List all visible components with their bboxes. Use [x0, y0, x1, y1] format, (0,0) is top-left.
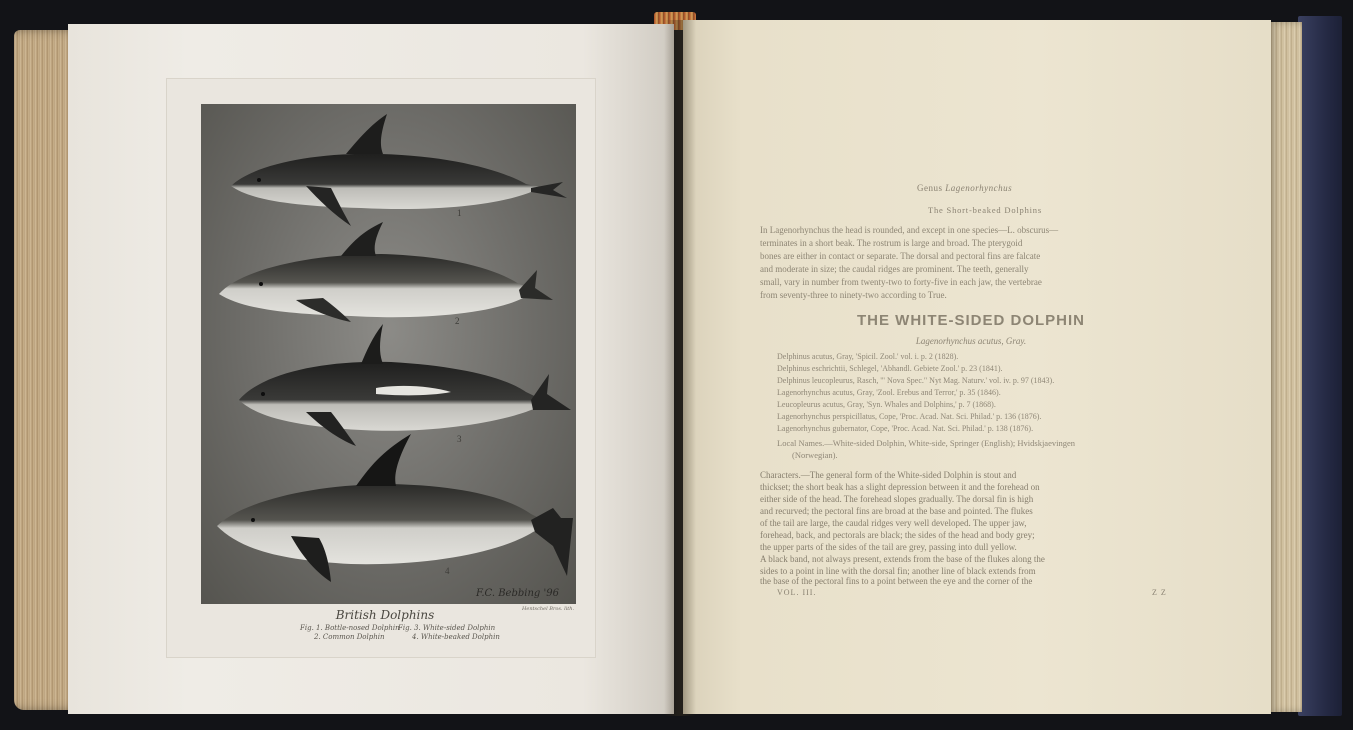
plate-number-1: 1: [457, 208, 462, 218]
characters-line: thickset; the short beak has a slight depression between it and the forehead on: [760, 482, 1040, 492]
plate-caption-right: [398, 624, 500, 642]
signature-mark: Z Z: [1152, 588, 1167, 597]
characters-line: and recurved; the pectoral fins are broad at the base and pointed. The flukes: [760, 506, 1033, 516]
characters-line: either side of the head. The forehead slopes gradually. The dorsal fin is high: [760, 494, 1034, 504]
species-name: Lagenorhynchus acutus, Gray.: [915, 336, 1027, 346]
characters-line: of the tail are large, the caudal ridges very well developed. The upper jaw,: [760, 518, 1027, 528]
intro-line: and moderate in size; the caudal ridges are prominent. The teeth, generally: [760, 264, 1029, 274]
local-names-line: Local Names.—White-sided Dolphin, White-side, Springer (English); Hvidskjaevingen: [777, 438, 1075, 448]
synonym-line: Delphinus eschrichtii, Schlegel, 'Abhandl. Gebiete Zool.' p. 23 (1841).: [777, 364, 1003, 373]
genus-prefix: Genus: [917, 183, 943, 193]
dolphin-illustration: [201, 104, 576, 604]
plate-number-3: 3: [457, 434, 462, 444]
caption-line: 2. Common Dolphin: [314, 633, 385, 641]
book-cover-edge: [1298, 16, 1342, 716]
intro-line: terminates in a short beak. The rostrum is large and broad. The pterygoid: [760, 238, 1023, 248]
caption-line: 4. White-beaked Dolphin: [412, 633, 500, 641]
artist-signature: F.C. Bebbing '96: [476, 588, 559, 599]
characters-line: A black band, not always present, extends from the base of the flukes along the: [760, 554, 1045, 564]
bottle-nosed-dolphin: [231, 114, 567, 226]
plate-number-4: 4: [445, 566, 450, 576]
synonym-line: Lagenorhynchus acutus, Gray, 'Zool. Erebus and Terror,' p. 35 (1846).: [777, 388, 1001, 397]
intro-line: bones are either in contact or separate. The dorsal and pectoral fins are falcate: [760, 251, 1041, 261]
synonym-line: Lagenorhynchus perspicillatus, Cope, 'Proc. Acad. Nat. Sci. Philad.' p. 136 (1876).: [777, 412, 1042, 421]
article-title: THE WHITE-SIDED DOLPHIN: [857, 312, 1085, 329]
characters-line: Characters.—The general form of the White-sided Dolphin is stout and: [760, 470, 1017, 480]
volume-label: VOL. III.: [777, 588, 817, 597]
characters-line: the upper parts of the sides of the tail are grey, passing into dull yellow.: [760, 542, 1017, 552]
common-dolphin: [219, 222, 553, 322]
dolphin-drawing: [201, 104, 576, 604]
local-names-line: (Norwegian).: [792, 450, 838, 460]
white-sided-dolphin: [239, 324, 571, 446]
synonym-line: Delphinus leucopleurus, Rasch, '" Nova Spec." Nyt Mag. Naturv.' vol. iv. p. 97 (1843).: [777, 376, 1055, 385]
book-gutter: [664, 20, 696, 716]
plate-number-2: 2: [455, 316, 460, 326]
caption-line: Fig. 3. White-sided Dolphin: [398, 624, 496, 632]
intro-line: small, vary in number from twenty-two to forty-five in each jaw, the vertebrae: [760, 277, 1042, 287]
intro-line: from seventy-three to ninety-two according to True.: [760, 290, 947, 300]
right-page-edges: [1268, 22, 1302, 712]
synonym-line: Lagenorhynchus gubernator, Cope, 'Proc. Acad. Nat. Sci. Philad.' p. 138 (1876).: [777, 424, 1034, 433]
characters-line: forehead, back, and pectorals are black; the sides of the head and body grey;: [760, 530, 1035, 540]
white-beaked-dolphin: [217, 434, 573, 582]
characters-line: the base of the pectoral fins to a point between the eye and the corner of the: [760, 576, 1033, 586]
synonym-line: Leucopleurus acutus, Gray, 'Syn. Whales and Dolphins,' p. 7 (1868).: [777, 400, 996, 409]
section-subtitle: The Short-beaked Dolphins: [928, 205, 1042, 215]
printer-credit: Hentschel Bros. lith.: [522, 606, 575, 612]
intro-line: In Lagenorhynchus the head is rounded, and except in one species—L. obscurus—: [760, 225, 1059, 235]
caption-line: Fig. 1. Bottle-nosed Dolphin: [300, 624, 400, 632]
synonym-line: Delphinus acutus, Gray, 'Spicil. Zool.' vol. i. p. 2 (1828).: [777, 352, 959, 361]
genus-name: Lagenorhynchus: [945, 183, 1013, 193]
genus-heading: [917, 183, 1012, 193]
characters-line: sides to a point in line with the dorsal fin; another line of black extends from: [760, 566, 1036, 576]
plate-title: British Dolphins: [335, 608, 435, 622]
plate-caption-left: [300, 624, 400, 642]
